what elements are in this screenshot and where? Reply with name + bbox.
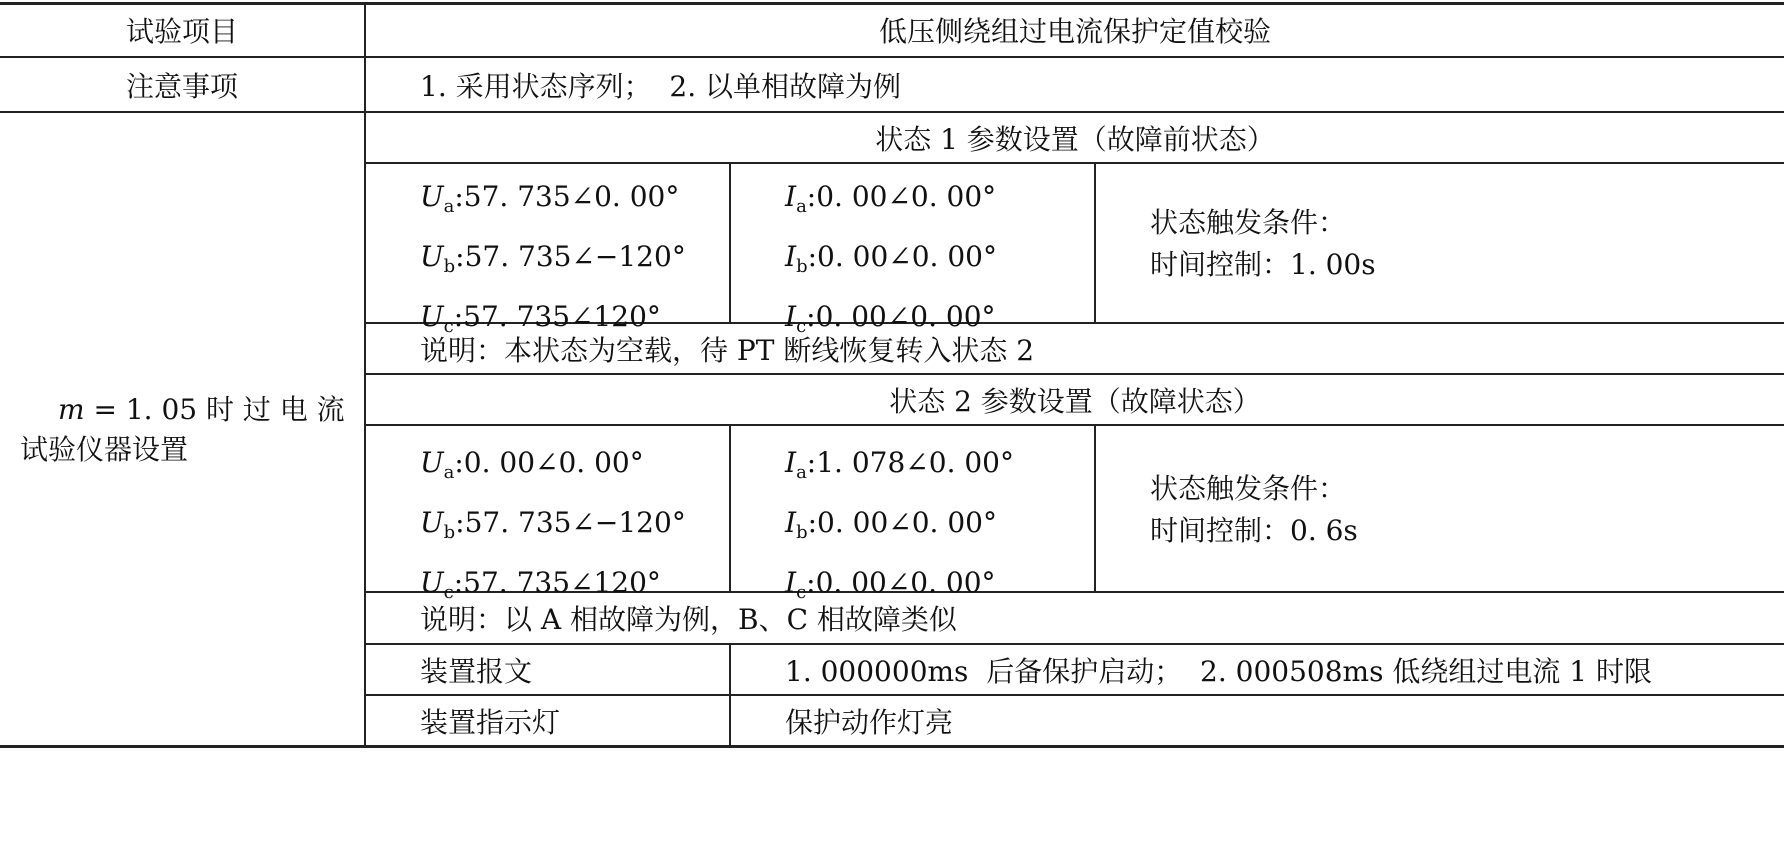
row-divider: [364, 424, 1784, 426]
test-item-value: 低压侧绕组过电流保护定值校验: [878, 15, 1271, 48]
label-line1: = 1. 05 时 过 电 流: [84, 393, 345, 426]
state1-trigger-value: 时间控制：1. 00s: [1150, 248, 1376, 281]
state1-ua: $U_a:57$. 735∠0. 00°: [420, 180, 680, 217]
state1-ib: $I_b:0$. 00∠0. 00°: [785, 240, 997, 277]
label-line2: 试验仪器设置: [20, 433, 189, 466]
table-border-bottom: [0, 745, 1784, 748]
state2-uc: $U_c:57$. 735∠120°: [420, 566, 661, 603]
notes-value: 1. 采用状态序列； 2. 以单相故障为例: [420, 69, 902, 103]
state2-note: 说明：以 A 相故障为例，B、C 相故障类似: [420, 603, 957, 636]
state2-ub: $U_b:57$. 735∠−120°: [420, 506, 686, 543]
test-item-label: 试验项目: [125, 15, 238, 48]
label-variable: m: [58, 393, 85, 426]
column-divider: [1094, 424, 1096, 593]
indicator-label: 装置指示灯: [420, 705, 561, 739]
indicator-label-cell: [420, 696, 720, 745]
state2-ib: $I_b:0$. 00∠0. 00°: [785, 506, 997, 543]
column-divider: [729, 424, 731, 593]
state2-currents: [785, 438, 1014, 618]
column-divider: [1094, 162, 1096, 324]
state1-ic: $I_c:0$. 00∠0. 00°: [785, 300, 996, 337]
state2-title-cell: [366, 375, 1784, 424]
test-item-label-cell: [0, 4, 364, 56]
column-divider: [729, 643, 731, 747]
state1-trigger: [1150, 202, 1376, 286]
device-msg-value: 1. 000000ms 后备保护启动； 2. 000508ms 低绕组过电流 1 时限: [785, 654, 1652, 688]
state1-note-cell: [420, 324, 1770, 373]
state1-ub: $U_b:57$. 735∠−120°: [420, 240, 686, 277]
instrument-setup-label: [20, 390, 350, 470]
state2-trigger-title: 状态触发条件：: [1150, 472, 1347, 505]
state1-title: 状态 1 参数设置（故障前状态）: [875, 122, 1275, 156]
indicator-value-cell: [785, 696, 1780, 745]
device-msg-label: 装置报文: [420, 654, 533, 688]
state1-ia: $I_a:0$. 00∠0. 00°: [785, 180, 997, 217]
state2-trigger-value: 时间控制：0. 6s: [1150, 514, 1358, 547]
state2-trigger: [1150, 468, 1358, 552]
notes-label-cell: [0, 58, 364, 111]
state1-trigger-title: 状态触发条件：: [1150, 206, 1347, 239]
state1-note: 说明：本状态为空载，待 PT 断线恢复转入状态 2: [420, 333, 1035, 367]
device-msg-value-cell: [785, 645, 1780, 694]
column-divider: [729, 162, 731, 324]
state1-title-cell: [366, 113, 1784, 162]
state2-title: 状态 2 参数设置（故障状态）: [889, 384, 1261, 418]
notes-label: 注意事项: [125, 69, 238, 103]
state2-ic: $I_c:0$. 00∠0. 00°: [785, 566, 996, 603]
device-msg-label-cell: [420, 645, 720, 694]
state2-ua: $U_a:0$. 00∠0. 00°: [420, 446, 644, 483]
row-divider: [364, 162, 1784, 164]
indicator-value: 保护动作灯亮: [785, 705, 954, 739]
state2-note-cell: [420, 593, 1770, 643]
state2-ia: $I_a:1$. 078∠0. 00°: [785, 446, 1014, 483]
notes-value-cell: [420, 58, 1720, 111]
state1-uc: $U_c:57$. 735∠120°: [420, 300, 661, 337]
test-item-value-cell: [366, 4, 1784, 56]
state2-voltages: [420, 438, 686, 618]
